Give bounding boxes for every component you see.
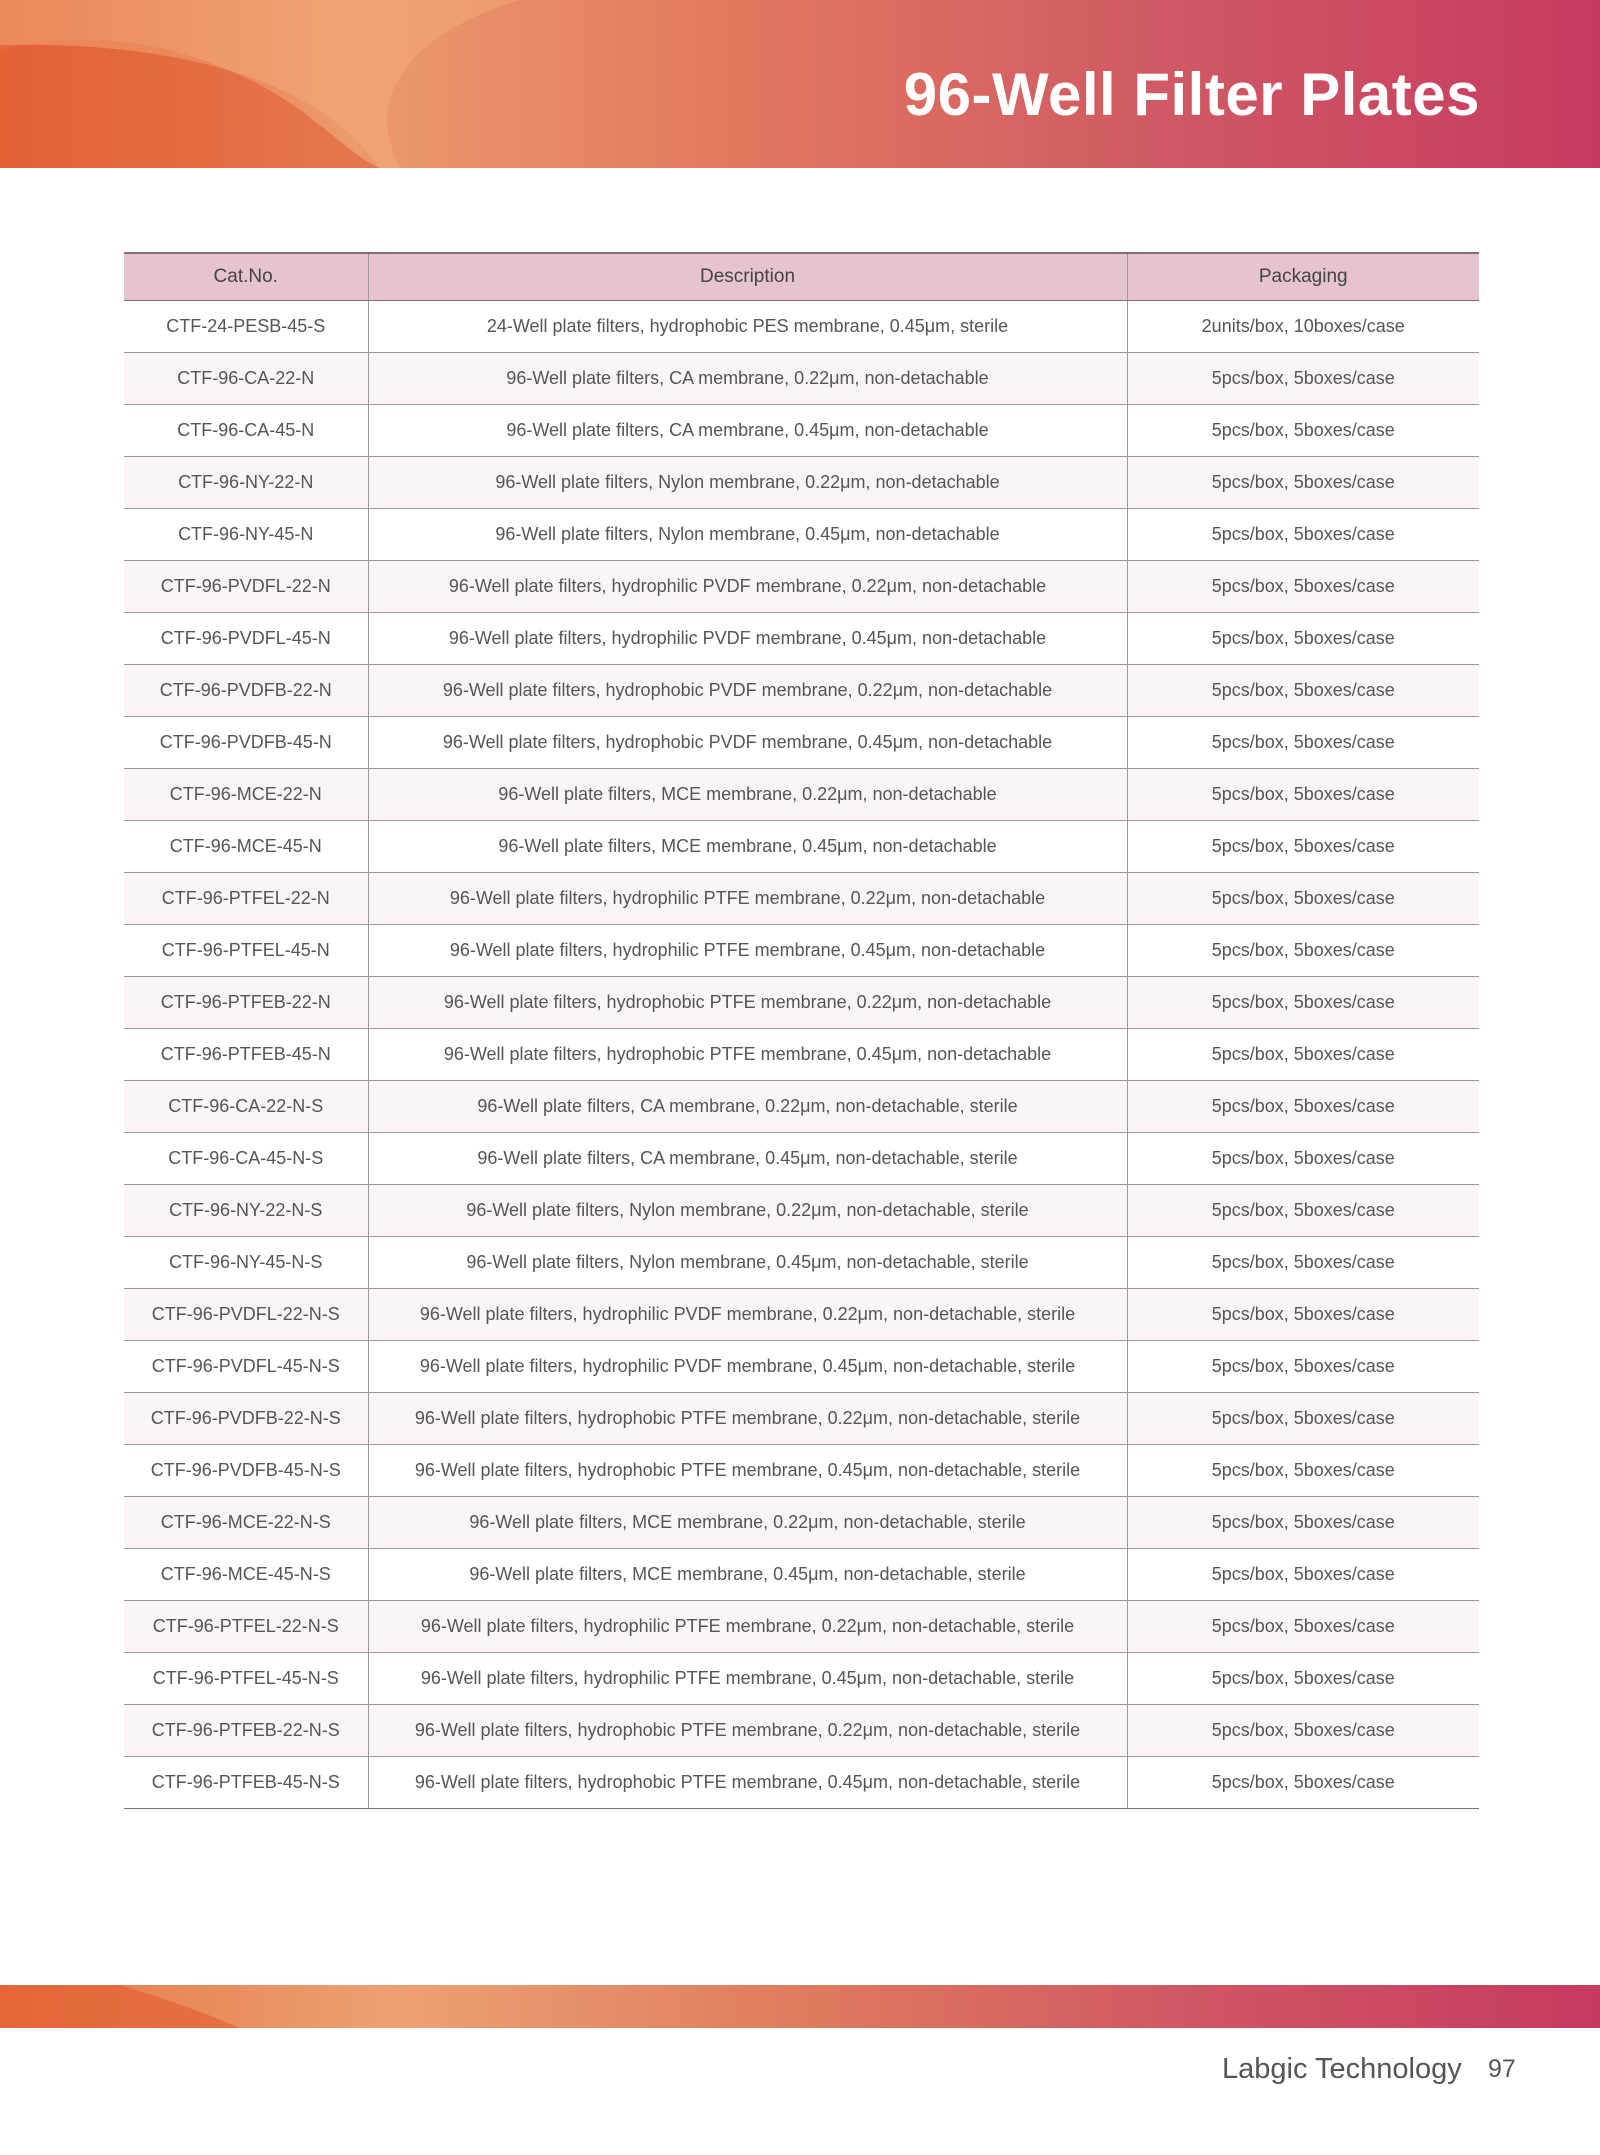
description-cell: 96-Well plate filters, hydrophilic PTFE membrane, 0.45μm, non-detachable <box>368 925 1127 977</box>
packaging-cell: 5pcs/box, 5boxes/case <box>1127 1081 1479 1133</box>
table-row <box>124 665 1479 717</box>
packaging-cell: 5pcs/box, 5boxes/case <box>1127 1757 1479 1809</box>
description-cell: 96-Well plate filters, MCE membrane, 0.22μm, non-detachable, sterile <box>368 1497 1127 1549</box>
table-row <box>124 1653 1479 1705</box>
packaging-cell: 5pcs/box, 5boxes/case <box>1127 1497 1479 1549</box>
table-row <box>124 1289 1479 1341</box>
description-cell: 96-Well plate filters, hydrophobic PTFE membrane, 0.22μm, non-detachable <box>368 977 1127 1029</box>
description-cell: 96-Well plate filters, hydrophobic PTFE membrane, 0.22μm, non-detachable, sterile <box>368 1393 1127 1445</box>
table-row <box>124 1341 1479 1393</box>
table-row <box>124 301 1479 353</box>
packaging-cell: 2units/box, 10boxes/case <box>1127 301 1479 353</box>
cat-no-cell: CTF-96-PTFEB-45-N <box>124 1029 368 1081</box>
description-cell: 96-Well plate filters, Nylon membrane, 0.22μm, non-detachable <box>368 457 1127 509</box>
packaging-cell: 5pcs/box, 5boxes/case <box>1127 1185 1479 1237</box>
packaging-cell: 5pcs/box, 5boxes/case <box>1127 1029 1479 1081</box>
table-row <box>124 1757 1479 1809</box>
cat-no-cell: CTF-96-MCE-22-N <box>124 769 368 821</box>
cat-no-cell: CTF-96-PTFEB-45-N-S <box>124 1757 368 1809</box>
packaging-cell: 5pcs/box, 5boxes/case <box>1127 509 1479 561</box>
page-title: 96-Well Filter Plates <box>903 61 1480 128</box>
column-header-description: Description <box>368 253 1127 301</box>
description-cell: 96-Well plate filters, hydrophobic PTFE membrane, 0.45μm, non-detachable <box>368 1029 1127 1081</box>
column-header-packaging: Packaging <box>1127 253 1479 301</box>
table-row <box>124 353 1479 405</box>
cat-no-cell: CTF-96-PTFEL-45-N <box>124 925 368 977</box>
packaging-cell: 5pcs/box, 5boxes/case <box>1127 977 1479 1029</box>
description-cell: 96-Well plate filters, hydrophobic PVDF membrane, 0.45μm, non-detachable <box>368 717 1127 769</box>
table-row <box>124 1185 1479 1237</box>
table-row <box>124 1133 1479 1185</box>
header-band <box>0 0 1600 168</box>
page-number: 97 <box>1488 2055 1516 2083</box>
description-cell: 96-Well plate filters, CA membrane, 0.22μm, non-detachable, sterile <box>368 1081 1127 1133</box>
description-cell: 96-Well plate filters, hydrophobic PTFE membrane, 0.45μm, non-detachable, sterile <box>368 1757 1127 1809</box>
packaging-cell: 5pcs/box, 5boxes/case <box>1127 717 1479 769</box>
cat-no-cell: CTF-96-CA-22-N <box>124 353 368 405</box>
column-header-cat-no: Cat.No. <box>124 253 368 301</box>
packaging-cell: 5pcs/box, 5boxes/case <box>1127 1133 1479 1185</box>
product-table <box>124 252 1479 1809</box>
packaging-cell: 5pcs/box, 5boxes/case <box>1127 457 1479 509</box>
table-row <box>124 561 1479 613</box>
footer-band <box>0 1985 1600 2028</box>
company-name: Labgic Technology <box>1222 2053 1462 2085</box>
table-row <box>124 1705 1479 1757</box>
packaging-cell: 5pcs/box, 5boxes/case <box>1127 925 1479 977</box>
cat-no-cell: CTF-96-PTFEL-45-N-S <box>124 1653 368 1705</box>
description-cell: 96-Well plate filters, MCE membrane, 0.45μm, non-detachable <box>368 821 1127 873</box>
description-cell: 96-Well plate filters, CA membrane, 0.22μm, non-detachable <box>368 353 1127 405</box>
table-row <box>124 405 1479 457</box>
description-cell: 96-Well plate filters, hydrophobic PVDF membrane, 0.22μm, non-detachable <box>368 665 1127 717</box>
packaging-cell: 5pcs/box, 5boxes/case <box>1127 1653 1479 1705</box>
table-row <box>124 977 1479 1029</box>
packaging-cell: 5pcs/box, 5boxes/case <box>1127 1705 1479 1757</box>
cat-no-cell: CTF-96-CA-45-N <box>124 405 368 457</box>
table-header-row <box>124 253 1479 301</box>
cat-no-cell: CTF-96-PVDFB-45-N-S <box>124 1445 368 1497</box>
cat-no-cell: CTF-96-PVDFL-22-N <box>124 561 368 613</box>
description-cell: 96-Well plate filters, Nylon membrane, 0.45μm, non-detachable <box>368 509 1127 561</box>
table-row <box>124 717 1479 769</box>
packaging-cell: 5pcs/box, 5boxes/case <box>1127 665 1479 717</box>
packaging-cell: 5pcs/box, 5boxes/case <box>1127 1341 1479 1393</box>
cat-no-cell: CTF-96-PTFEB-22-N <box>124 977 368 1029</box>
footer-wave-decoration <box>0 1985 1600 2028</box>
packaging-cell: 5pcs/box, 5boxes/case <box>1127 873 1479 925</box>
description-cell: 96-Well plate filters, CA membrane, 0.45μm, non-detachable, sterile <box>368 1133 1127 1185</box>
cat-no-cell: CTF-96-NY-22-N <box>124 457 368 509</box>
cat-no-cell: CTF-96-NY-22-N-S <box>124 1185 368 1237</box>
description-cell: 96-Well plate filters, hydrophilic PTFE membrane, 0.22μm, non-detachable, sterile <box>368 1601 1127 1653</box>
cat-no-cell: CTF-96-MCE-45-N <box>124 821 368 873</box>
description-cell: 96-Well plate filters, CA membrane, 0.45μm, non-detachable <box>368 405 1127 457</box>
table-row <box>124 613 1479 665</box>
table-body <box>124 301 1479 1809</box>
table-row <box>124 1029 1479 1081</box>
table-row <box>124 821 1479 873</box>
packaging-cell: 5pcs/box, 5boxes/case <box>1127 1237 1479 1289</box>
cat-no-cell: CTF-96-PTFEL-22-N <box>124 873 368 925</box>
cat-no-cell: CTF-96-PTFEB-22-N-S <box>124 1705 368 1757</box>
description-cell: 96-Well plate filters, hydrophilic PVDF membrane, 0.22μm, non-detachable <box>368 561 1127 613</box>
packaging-cell: 5pcs/box, 5boxes/case <box>1127 353 1479 405</box>
cat-no-cell: CTF-96-NY-45-N <box>124 509 368 561</box>
description-cell: 96-Well plate filters, Nylon membrane, 0.22μm, non-detachable, sterile <box>368 1185 1127 1237</box>
table-row <box>124 1237 1479 1289</box>
table-row <box>124 873 1479 925</box>
cat-no-cell: CTF-96-PVDFB-22-N <box>124 665 368 717</box>
packaging-cell: 5pcs/box, 5boxes/case <box>1127 561 1479 613</box>
table-row <box>124 1549 1479 1601</box>
cat-no-cell: CTF-96-PVDFB-45-N <box>124 717 368 769</box>
cat-no-cell: CTF-96-CA-45-N-S <box>124 1133 368 1185</box>
table-row <box>124 1445 1479 1497</box>
table-row <box>124 1497 1479 1549</box>
cat-no-cell: CTF-96-MCE-45-N-S <box>124 1549 368 1601</box>
cat-no-cell: CTF-24-PESB-45-S <box>124 301 368 353</box>
description-cell: 96-Well plate filters, hydrophilic PVDF membrane, 0.45μm, non-detachable, sterile <box>368 1341 1127 1393</box>
description-cell: 96-Well plate filters, hydrophobic PTFE membrane, 0.22μm, non-detachable, sterile <box>368 1705 1127 1757</box>
table-row <box>124 925 1479 977</box>
description-cell: 96-Well plate filters, MCE membrane, 0.45μm, non-detachable, sterile <box>368 1549 1127 1601</box>
cat-no-cell: CTF-96-CA-22-N-S <box>124 1081 368 1133</box>
packaging-cell: 5pcs/box, 5boxes/case <box>1127 1601 1479 1653</box>
cat-no-cell: CTF-96-PVDFL-45-N-S <box>124 1341 368 1393</box>
packaging-cell: 5pcs/box, 5boxes/case <box>1127 1445 1479 1497</box>
description-cell: 24-Well plate filters, hydrophobic PES membrane, 0.45μm, sterile <box>368 301 1127 353</box>
description-cell: 96-Well plate filters, hydrophilic PTFE membrane, 0.22μm, non-detachable <box>368 873 1127 925</box>
table-row <box>124 769 1479 821</box>
cat-no-cell: CTF-96-PTFEL-22-N-S <box>124 1601 368 1653</box>
description-cell: 96-Well plate filters, Nylon membrane, 0.45μm, non-detachable, sterile <box>368 1237 1127 1289</box>
table-row <box>124 457 1479 509</box>
table-row <box>124 1081 1479 1133</box>
packaging-cell: 5pcs/box, 5boxes/case <box>1127 769 1479 821</box>
packaging-cell: 5pcs/box, 5boxes/case <box>1127 821 1479 873</box>
cat-no-cell: CTF-96-PVDFL-22-N-S <box>124 1289 368 1341</box>
cat-no-cell: CTF-96-MCE-22-N-S <box>124 1497 368 1549</box>
description-cell: 96-Well plate filters, hydrophilic PVDF membrane, 0.22μm, non-detachable, sterile <box>368 1289 1127 1341</box>
packaging-cell: 5pcs/box, 5boxes/case <box>1127 1289 1479 1341</box>
packaging-cell: 5pcs/box, 5boxes/case <box>1127 1549 1479 1601</box>
table-row <box>124 509 1479 561</box>
table-row <box>124 1601 1479 1653</box>
description-cell: 96-Well plate filters, MCE membrane, 0.22μm, non-detachable <box>368 769 1127 821</box>
description-cell: 96-Well plate filters, hydrophilic PTFE membrane, 0.45μm, non-detachable, sterile <box>368 1653 1127 1705</box>
packaging-cell: 5pcs/box, 5boxes/case <box>1127 405 1479 457</box>
cat-no-cell: CTF-96-PVDFB-22-N-S <box>124 1393 368 1445</box>
cat-no-cell: CTF-96-NY-45-N-S <box>124 1237 368 1289</box>
description-cell: 96-Well plate filters, hydrophilic PVDF membrane, 0.45μm, non-detachable <box>368 613 1127 665</box>
packaging-cell: 5pcs/box, 5boxes/case <box>1127 613 1479 665</box>
packaging-cell: 5pcs/box, 5boxes/case <box>1127 1393 1479 1445</box>
description-cell: 96-Well plate filters, hydrophobic PTFE membrane, 0.45μm, non-detachable, sterile <box>368 1445 1127 1497</box>
cat-no-cell: CTF-96-PVDFL-45-N <box>124 613 368 665</box>
table-row <box>124 1393 1479 1445</box>
